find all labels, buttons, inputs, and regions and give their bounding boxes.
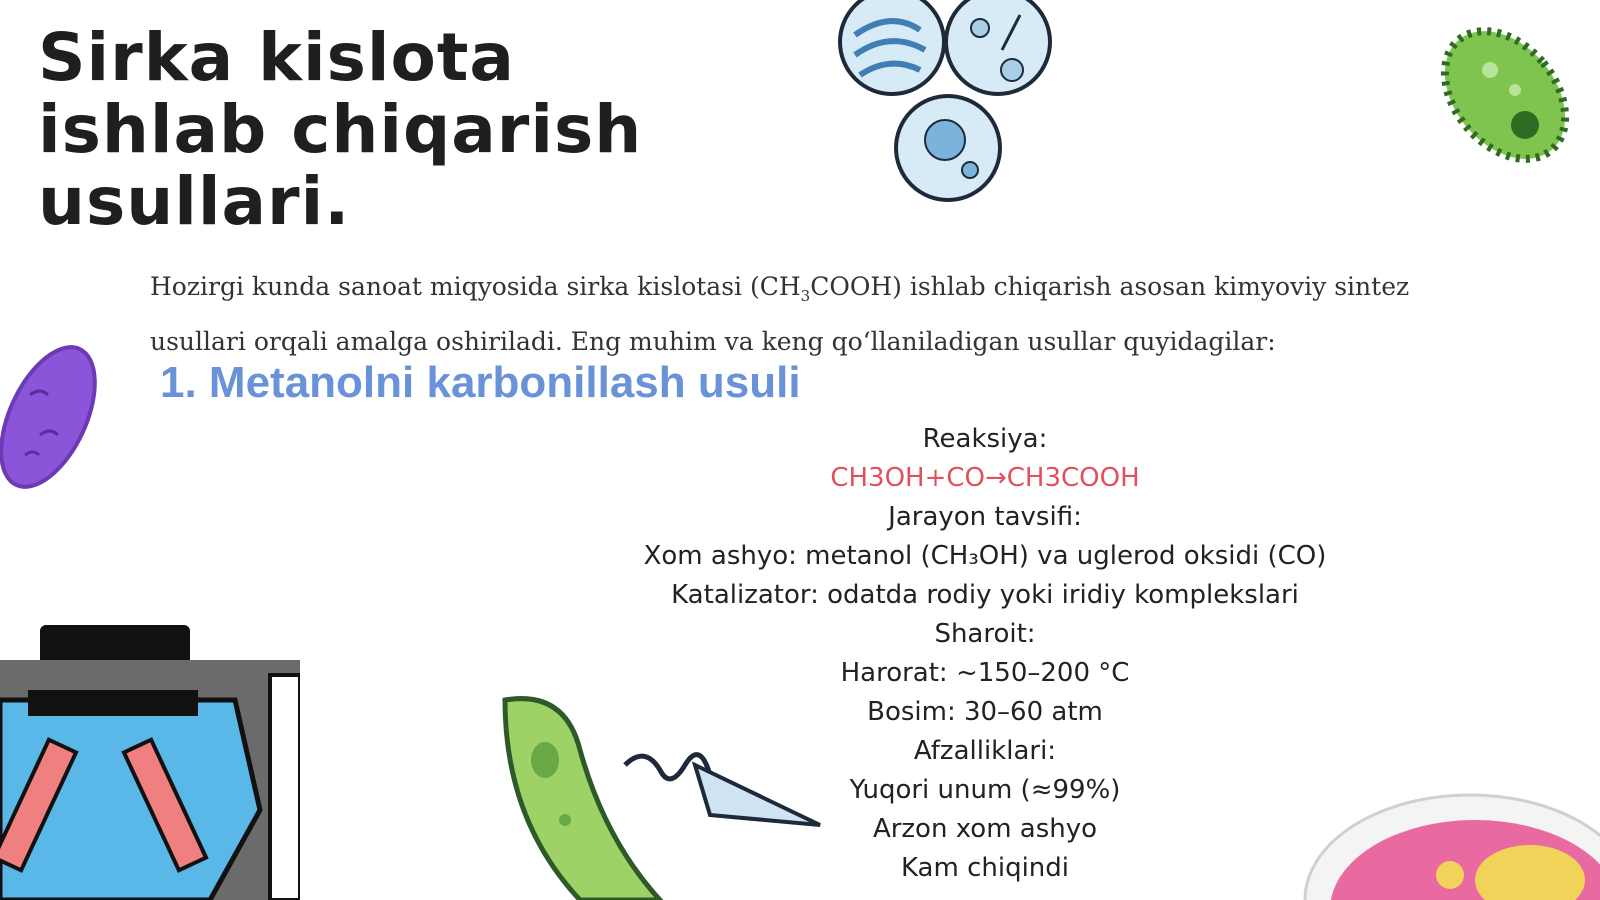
title-line-1: Sirka kislota [38,19,515,96]
intro-text-part2: COOH) ishlab chiqarish asosan kimyoviy sintez usullari orqali amalga oshiriladi. Eng muhim va keng qo‘llaniladigan usullar quyidagilar: [150,272,1410,356]
intro-subscript: 3 [800,287,811,305]
conditions-label: Sharoit: [934,619,1036,649]
petri-dishes-illustration [830,0,1080,205]
slide-title [38,19,658,240]
catalyst-text: Katalizator: odatda rodiy yoki iridiy komplekslari [671,580,1299,610]
advantages-label: Afzalliklari: [913,736,1057,766]
temperature-text: Harorat: ~150–200 °C [840,658,1130,688]
process-label: Jarayon tavsifi: [888,502,1082,532]
intro-text-part1: Hozirgi kunda sanoat miqyosida sirka kislotasi (CH [150,272,801,301]
section-heading: 1. Metanolni karbonillash usuli [160,358,801,407]
green-bacterium-illustration [1415,10,1590,185]
advantage-1: Yuqori unum (≈99%) [849,775,1121,805]
raw-material-text: Xom ashyo: metanol (CH₃OH) va uglerod oksidi (CO) [643,541,1327,571]
paramecium-illustration [485,690,830,900]
purple-bacterium-illustration [0,345,110,495]
intro-paragraph [150,264,1510,365]
title-line-2: ishlab chiqarish [38,91,643,168]
reaction-label: Reaksiya: [922,424,1048,454]
advantage-2: Arzon xom ashyo [872,814,1098,844]
pressure-text: Bosim: 30–60 atm [867,697,1103,727]
centrifuge-illustration [0,620,300,900]
petri-dish-culture-illustration [1300,770,1600,900]
advantage-3: Kam chiqindi [900,853,1070,883]
reaction-formula: CH3OH+CO→CH3COOH [830,463,1140,493]
title-line-3: usullari. [38,163,351,240]
